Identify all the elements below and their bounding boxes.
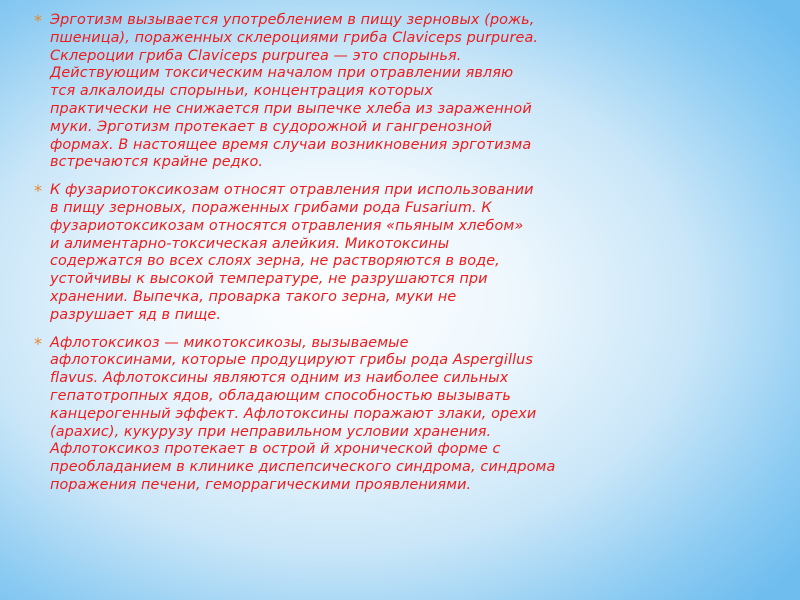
paragraph-ergotism: Эрготизм вызывается употреблением в пищу зерновых (рожь, пшеница), пораженных склероциями гриба Claviceps purpurea. Склероции гриба Claviceps purpurea — это спорынья. Действующим токсическим началом при отравлении являю тся алкалоиды спорыньи, концентрация которых практически не снижается при выпечке хлеба из зараженной муки. Эрготизм протекает в судорожной и гангренозной формах. В настоящее время случаи возникновения эрготизма встречаются крайне редко. [50, 12, 539, 171]
bullet-ergotism [30, 12, 670, 172]
bullet-marker: * [34, 333, 42, 353]
bullet-marker: * [34, 181, 42, 201]
bullet-aflatoxicosis [30, 335, 670, 495]
paragraph-aflatoxicosis: Афлотоксикоз — микотоксикозы, вызываемые афлотоксинами, которые продуцируют грибы рода Aspergillus flavus. Афлотоксины являются одним из наиболее сильных гепатотропных ядов, обладающим способностью вызывать канцерогенный эффект. Афлотоксины поражают злаки, орехи (арахис), кукурузу при неправильном условии хранения. Афлотоксикоз протекает в острой й хронической форме с преобладанием в клинике диспепсического синдрома, синдрома поражения печени, геморрагическими проявлениями. [50, 334, 556, 493]
paragraph-fusariotoxicosis: К фузариотоксикозам относят отравления при использовании в пищу зерновых, пораженных грибами рода Fusarium. К фузариотоксикозам относятся отравления «пьяным хлебом» и алиментарно-токсическая алейкия. Микотоксины содержатся во всех слоях зерна, не растворяются в воде, устойчивы к высокой температуре, не разрушаются при хранении. Выпечка, проварка такого зерна, муки не разрушает яд в пище. [50, 182, 534, 323]
bullet-list [30, 12, 670, 505]
bullet-fusariotoxicosis [30, 182, 670, 324]
bullet-marker: * [34, 11, 42, 30]
